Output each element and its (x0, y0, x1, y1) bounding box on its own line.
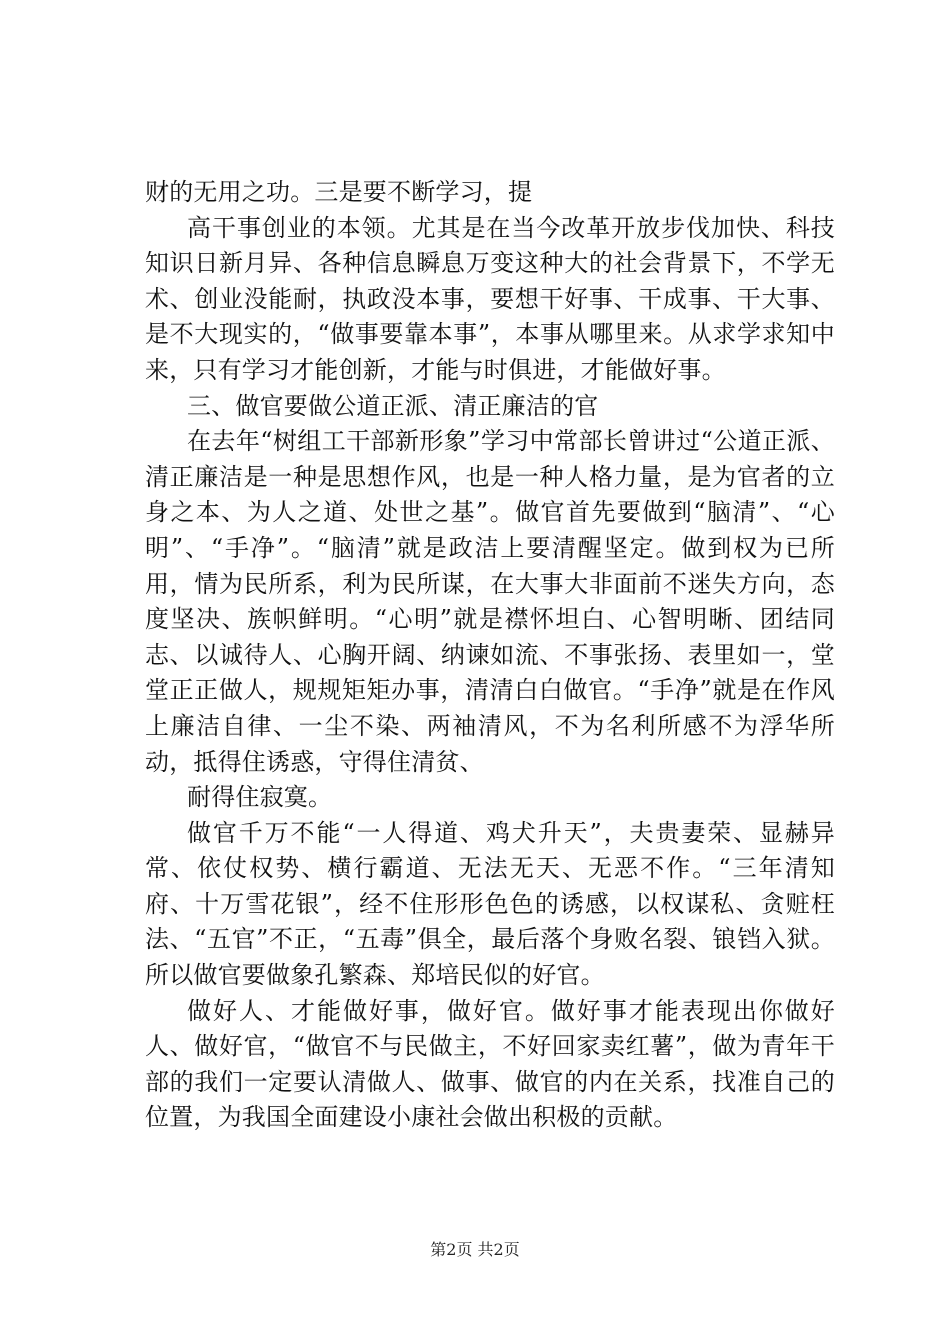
document-body (145, 175, 835, 1136)
paragraph-6: 做好人、才能做好事，做好官。做好事才能表现出你做好人、做好官，“做官不与民做主，不好回家卖红薯”，做为青年干部的我们一定要认清做人、做事、做官的内在关系，找准自己的位置，为我国全面建设小康社会做出积极的贡献。 (145, 996, 835, 1132)
paragraph-2: 高干事创业的本领。尤其是在当今改革开放步伐加快、科技知识日新月异、各种信息瞬息万变这种大的社会背景下，不学无术、创业没能耐，执政没本事，要想干好事、干成事、干大事、是不大现实的，“做事要靠本事”，本事从哪里来。从求学求知中来，只有学习才能创新，才能与时俱进，才能做好事。 (145, 213, 835, 384)
paragraph-3: 在去年“树组工干部新形象”学习中常部长曾讲过“公道正派、清正廉洁是一种是思想作风，也是一种人格力量，是为官者的立身之本、为人之道、处世之基”。做官首先要做到“脑清”、“心明”、“手净”。“脑清”就是政洁上要清醒坚定。做到权为已所用，情为民所系，利为民所谋，在大事大非面前不迷失方向，态度坚决、族帜鲜明。“心明”就是襟怀坦白、心智明晰、团结同志、以诚待人、心胸开阔、纳谏如流、不事张扬、表里如一，堂堂正正做人，规规矩矩办事，清清白白做官。“手净”就是在作风上廉洁自律、一尘不染、两袖清风，不为名利所感不为浮华所动，抵得住诱惑，守得住清贫、 (145, 427, 835, 776)
paragraph-4: 耐得住寂寞。 (187, 783, 333, 812)
section-heading: 三、做官要做公道正派、清正廉洁的官 (187, 391, 599, 420)
paragraph-5: 做官千万不能“一人得道、鸡犬升天”，夫贵妻荣、显赫异常、依仗权势、横行霸道、无法无天、无恶不作。“三年清知府、十万雪花银”，经不住形形色色的诱感，以权谋私、贪赃枉法、“五官”不正，“五毒”俱全，最后落个身败名裂、锒铛入狱。所以做官要做象孔繁森、郑培民似的好官。 (145, 818, 835, 990)
paragraph-1: 财的无用之功。三是要不断学习，提 (145, 178, 533, 206)
page-footer: 第2页 共2页 (430, 1240, 520, 1259)
